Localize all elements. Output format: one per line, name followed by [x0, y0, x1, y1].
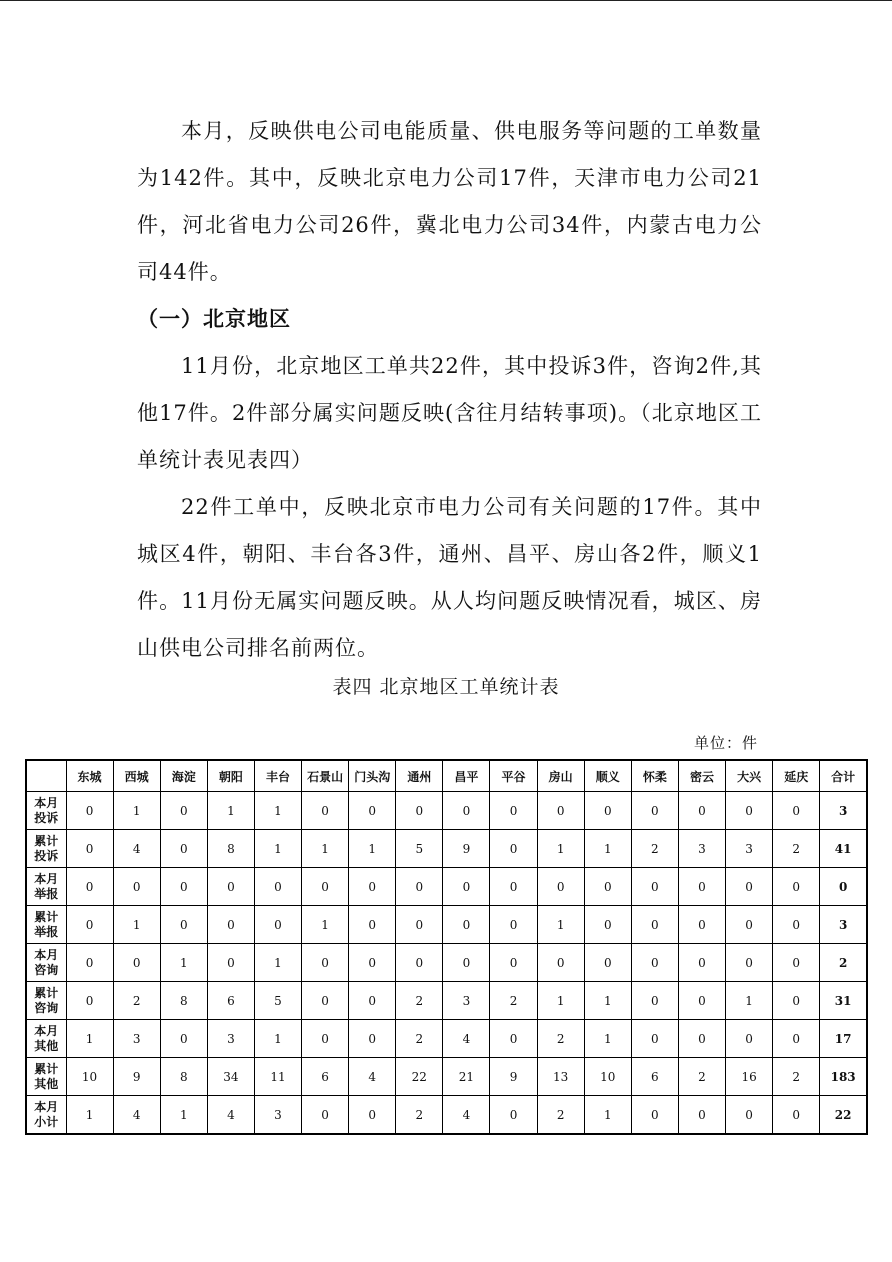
table-cell: 0: [537, 868, 584, 906]
table-cell: 0: [537, 792, 584, 830]
row-header-category: 举报: [34, 886, 59, 901]
row-total-cell: 31: [820, 982, 867, 1020]
table-cell: 0: [396, 792, 443, 830]
table-cell: 0: [773, 944, 820, 982]
row-total-cell: 17: [820, 1020, 867, 1058]
table-cell: 4: [349, 1058, 396, 1096]
row-header-period: 本月: [34, 871, 59, 886]
table-cell: 4: [443, 1096, 490, 1135]
table-row: [26, 982, 867, 1020]
table-cell: 1: [537, 830, 584, 868]
table-cell: 5: [254, 982, 301, 1020]
table-cell: 0: [584, 906, 631, 944]
beijing-detail-paragraph: 22件工单中，反映北京市电力公司有关问题的17件。其中城区4件，朝阳、丰台各3件，通州、昌平、房山各2件，顺义1件。11月份无属实问题反映。从人均问题反映情况看，城区、房山供电公司排名前两位。: [137, 495, 762, 660]
table-cell: 4: [113, 1096, 160, 1135]
table-cell: 1: [254, 792, 301, 830]
row-total-cell: 22: [820, 1096, 867, 1135]
column-header: 怀柔: [631, 760, 678, 792]
row-total-cell: 3: [820, 792, 867, 830]
table-cell: 0: [678, 1020, 725, 1058]
column-header: 石景山: [302, 760, 349, 792]
table-cell: 0: [773, 1096, 820, 1135]
table-cell: 0: [66, 944, 113, 982]
table-cell: 0: [490, 906, 537, 944]
table-cell: 0: [160, 906, 207, 944]
column-header: 东城: [66, 760, 113, 792]
table-row: [26, 1096, 867, 1135]
table-cell: 0: [443, 944, 490, 982]
table-cell: 1: [726, 982, 773, 1020]
table-cell: 9: [443, 830, 490, 868]
beijing-summary-paragraph: 11月份，北京地区工单共22件，其中投诉3件，咨询2件,其他17件。2件部分属实问题反映(含往月结转事项)。（北京地区工单统计表见表四）: [137, 354, 762, 472]
beijing-work-order-table: [25, 759, 868, 1135]
table-cell: 0: [631, 944, 678, 982]
table-cell: 0: [726, 792, 773, 830]
table-cell: 1: [537, 982, 584, 1020]
table-cell: 0: [631, 906, 678, 944]
table-cell: 0: [254, 906, 301, 944]
table-cell: 0: [678, 906, 725, 944]
column-header: 昌平: [443, 760, 490, 792]
table-cell: 0: [396, 868, 443, 906]
table-cell: 11: [254, 1058, 301, 1096]
table-cell: 3: [113, 1020, 160, 1058]
table-row: [26, 906, 867, 944]
table-cell: 1: [66, 1096, 113, 1135]
row-header: [26, 792, 66, 830]
table-cell: 3: [254, 1096, 301, 1135]
table-cell: 8: [207, 830, 254, 868]
row-total-cell: 0: [820, 868, 867, 906]
table-cell: 2: [773, 830, 820, 868]
table-cell: 13: [537, 1058, 584, 1096]
table-cell: 10: [584, 1058, 631, 1096]
column-header: 西城: [113, 760, 160, 792]
table-cell: 0: [773, 906, 820, 944]
table-cell: 1: [584, 1020, 631, 1058]
table-cell: 0: [678, 944, 725, 982]
table-cell: 0: [678, 868, 725, 906]
table-cell: 0: [160, 792, 207, 830]
column-header: 丰台: [254, 760, 301, 792]
table-cell: 0: [302, 792, 349, 830]
table-cell: 0: [349, 868, 396, 906]
table-cell: 6: [302, 1058, 349, 1096]
table-cell: 0: [302, 944, 349, 982]
page-top-border: [0, 0, 892, 1]
table-cell: 0: [207, 944, 254, 982]
table-cell: 0: [349, 792, 396, 830]
column-header: 平谷: [490, 760, 537, 792]
table-cell: 0: [631, 792, 678, 830]
table-cell: 0: [443, 906, 490, 944]
table-cell: 0: [302, 982, 349, 1020]
table-cell: 0: [113, 868, 160, 906]
table-cell: 3: [678, 830, 725, 868]
table-cell: 0: [302, 1096, 349, 1135]
row-header: [26, 982, 66, 1020]
table-cell: 0: [349, 982, 396, 1020]
table-cell: 0: [160, 868, 207, 906]
table-cell: 2: [537, 1096, 584, 1135]
column-header: 海淀: [160, 760, 207, 792]
table-cell: 0: [207, 906, 254, 944]
table-cell: 0: [726, 944, 773, 982]
table-cell: 0: [443, 868, 490, 906]
table-cell: 2: [396, 982, 443, 1020]
table-cell: 1: [302, 906, 349, 944]
row-header: [26, 830, 66, 868]
table-cell: 0: [66, 792, 113, 830]
table-cell: 0: [584, 944, 631, 982]
table-cell: 3: [726, 830, 773, 868]
table-caption: 表四 北京地区工单统计表: [332, 676, 560, 698]
table-cell: 2: [537, 1020, 584, 1058]
table-cell: 0: [726, 1096, 773, 1135]
table-cell: 3: [207, 1020, 254, 1058]
row-header-period: 累计: [34, 833, 59, 848]
table-cell: 34: [207, 1058, 254, 1096]
table-cell: 0: [349, 906, 396, 944]
table-cell: 0: [302, 1020, 349, 1058]
table-cell: 0: [773, 792, 820, 830]
table-cell: 1: [254, 944, 301, 982]
table-cell: 0: [113, 944, 160, 982]
table-cell: 2: [396, 1096, 443, 1135]
table-row: [26, 792, 867, 830]
table-cell: 4: [443, 1020, 490, 1058]
table-cell: 0: [584, 792, 631, 830]
table-cell: 0: [678, 792, 725, 830]
table-cell: 16: [726, 1058, 773, 1096]
table-row: [26, 1020, 867, 1058]
column-header: 顺义: [584, 760, 631, 792]
table-cell: 0: [773, 982, 820, 1020]
row-header-period: 本月: [34, 795, 59, 810]
row-header-period: 累计: [34, 909, 59, 924]
row-header: [26, 1096, 66, 1135]
table-cell: 0: [349, 1096, 396, 1135]
table-cell: 0: [160, 830, 207, 868]
table-cell: 0: [349, 1020, 396, 1058]
table-cell: 2: [490, 982, 537, 1020]
table-cell: 2: [113, 982, 160, 1020]
table-cell: 0: [773, 868, 820, 906]
table-cell: 0: [66, 906, 113, 944]
table-cell: 4: [207, 1096, 254, 1135]
table-cell: 0: [254, 868, 301, 906]
table-cell: 0: [631, 868, 678, 906]
table-cell: 1: [160, 944, 207, 982]
table-cell: 0: [631, 982, 678, 1020]
table-cell: 2: [396, 1020, 443, 1058]
table-cell: 10: [66, 1058, 113, 1096]
table-cell: 0: [726, 868, 773, 906]
column-header: 密云: [678, 760, 725, 792]
row-total-cell: 3: [820, 906, 867, 944]
row-header-period: 本月: [34, 1099, 59, 1114]
table-cell: 0: [631, 1020, 678, 1058]
table-row: [26, 944, 867, 982]
table-cell: 0: [678, 982, 725, 1020]
table-row: [26, 830, 867, 868]
table-corner-cell: [26, 760, 66, 792]
table-cell: 1: [66, 1020, 113, 1058]
row-header-period: 本月: [34, 1023, 59, 1038]
row-header-period: 累计: [34, 985, 59, 1000]
row-header: [26, 1058, 66, 1096]
table-cell: 1: [584, 830, 631, 868]
table-cell: 0: [773, 1020, 820, 1058]
row-header-category: 咨询: [34, 1000, 59, 1015]
row-header-category: 咨询: [34, 962, 59, 977]
table-cell: 1: [254, 830, 301, 868]
row-total-cell: 2: [820, 944, 867, 982]
table-cell: 0: [302, 868, 349, 906]
table-row: [26, 1058, 867, 1096]
table-cell: 1: [584, 1096, 631, 1135]
table-cell: 0: [490, 1020, 537, 1058]
table-cell: 2: [773, 1058, 820, 1096]
table-cell: 0: [490, 1096, 537, 1135]
table-cell: 0: [678, 1096, 725, 1135]
column-header: 延庆: [773, 760, 820, 792]
row-header: [26, 906, 66, 944]
table-cell: 0: [490, 792, 537, 830]
table-cell: 6: [631, 1058, 678, 1096]
table-cell: 0: [726, 906, 773, 944]
row-header-category: 小计: [34, 1114, 59, 1129]
table-cell: 0: [396, 906, 443, 944]
table-cell: 0: [584, 868, 631, 906]
table-cell: 22: [396, 1058, 443, 1096]
table-cell: 0: [726, 1020, 773, 1058]
row-header-period: 累计: [34, 1061, 59, 1076]
table-cell: 21: [443, 1058, 490, 1096]
table-cell: 0: [490, 868, 537, 906]
table-unit-label: 单位：件: [693, 734, 758, 752]
table-cell: 8: [160, 1058, 207, 1096]
table-cell: 6: [207, 982, 254, 1020]
table-cell: 0: [207, 868, 254, 906]
row-total-cell: 41: [820, 830, 867, 868]
table-cell: 1: [302, 830, 349, 868]
row-header-category: 举报: [34, 924, 59, 939]
table-cell: 0: [537, 944, 584, 982]
table-cell: 1: [584, 982, 631, 1020]
table-body: [26, 792, 867, 1135]
table-cell: 0: [160, 1020, 207, 1058]
table-cell: 9: [113, 1058, 160, 1096]
row-header-category: 投诉: [34, 810, 59, 825]
table-cell: 1: [537, 906, 584, 944]
table-cell: 1: [254, 1020, 301, 1058]
table-cell: 1: [113, 792, 160, 830]
column-header: 门头沟: [349, 760, 396, 792]
table-cell: 1: [160, 1096, 207, 1135]
table-cell: 1: [349, 830, 396, 868]
table-header-row: [26, 760, 867, 792]
row-header-period: 本月: [34, 947, 59, 962]
row-header-category: 其他: [34, 1038, 59, 1053]
table-cell: 2: [678, 1058, 725, 1096]
table-cell: 0: [66, 830, 113, 868]
table-cell: 9: [490, 1058, 537, 1096]
column-header: 大兴: [726, 760, 773, 792]
table-cell: 0: [631, 1096, 678, 1135]
row-header: [26, 944, 66, 982]
table-cell: 0: [349, 944, 396, 982]
column-header: 朝阳: [207, 760, 254, 792]
table-cell: 5: [396, 830, 443, 868]
table-cell: 8: [160, 982, 207, 1020]
document-body: [137, 108, 762, 672]
table-cell: 0: [66, 868, 113, 906]
table-cell: 0: [490, 944, 537, 982]
column-header: 合计: [820, 760, 867, 792]
column-header: 房山: [537, 760, 584, 792]
table-cell: 0: [66, 982, 113, 1020]
table-cell: 1: [207, 792, 254, 830]
table-cell: 0: [490, 830, 537, 868]
row-total-cell: 183: [820, 1058, 867, 1096]
table-cell: 2: [631, 830, 678, 868]
intro-paragraph: 本月，反映供电公司电能质量、供电服务等问题的工单数量为142件。其中，反映北京电力公司17件，天津市电力公司21件，河北省电力公司26件，冀北电力公司34件，内蒙古电力公司44件。: [137, 119, 762, 284]
row-header: [26, 868, 66, 906]
table-cell: 3: [443, 982, 490, 1020]
table-cell: 1: [113, 906, 160, 944]
table-row: [26, 868, 867, 906]
section-heading: （一）北京地区: [137, 307, 291, 331]
row-header-category: 其他: [34, 1076, 59, 1091]
row-header-category: 投诉: [34, 848, 59, 863]
column-header: 通州: [396, 760, 443, 792]
table-cell: 0: [396, 944, 443, 982]
row-header: [26, 1020, 66, 1058]
table-cell: 4: [113, 830, 160, 868]
table-cell: 0: [443, 792, 490, 830]
